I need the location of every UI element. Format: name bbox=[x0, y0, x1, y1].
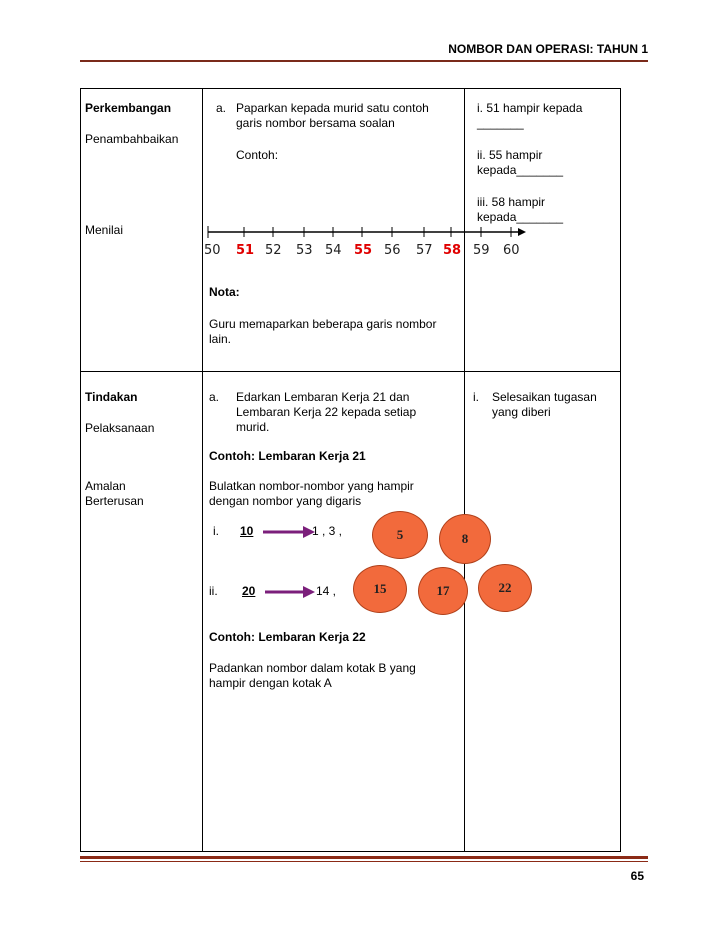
nota-text-line1: Guru memaparkan beberapa garis nombor bbox=[209, 317, 437, 331]
section1-example-label: Contoh: bbox=[236, 148, 279, 162]
answer-circle-value: 8 bbox=[461, 531, 469, 546]
example-lk22-heading: Contoh: Lembaran Kerja 22 bbox=[209, 630, 366, 644]
number-line-label-50: 50 bbox=[204, 243, 221, 258]
table-bottom-border bbox=[80, 851, 621, 852]
lk22-instruction-line2: hampir dengan kotak A bbox=[209, 676, 332, 690]
section2-subheading-2b: Berterusan bbox=[85, 494, 144, 508]
number-line-label-54: 54 bbox=[325, 243, 342, 258]
section2-right-line1: Selesaikan tugasan bbox=[492, 390, 597, 404]
nota-label: Nota: bbox=[209, 285, 240, 299]
number-line-label-59: 59 bbox=[473, 243, 490, 258]
section1-subheading-2: Menilai bbox=[85, 223, 124, 237]
page-header-title: NOMBOR DAN OPERASI: TAHUN 1 bbox=[448, 42, 648, 56]
page-number: 65 bbox=[630, 869, 644, 883]
number-line-label-55: 55 bbox=[354, 243, 373, 258]
section1-subheading: Penambahbaikan bbox=[85, 132, 179, 146]
question-1-line1: i. 51 hampir kepada bbox=[477, 101, 583, 115]
number-line bbox=[196, 222, 526, 242]
lk21-row2-arrow bbox=[265, 585, 315, 599]
nota-text-line2: lain. bbox=[209, 332, 232, 346]
lk21-row1-target: 10 bbox=[240, 524, 254, 538]
section1-item-a-line1: Paparkan kepada murid satu contoh bbox=[236, 101, 429, 115]
table-left-border bbox=[80, 88, 81, 852]
table-col-divider-1 bbox=[202, 88, 203, 852]
answer-circle bbox=[418, 567, 468, 615]
number-line-label-56: 56 bbox=[384, 243, 401, 258]
table-row-divider bbox=[80, 371, 621, 372]
table-col-divider-2 bbox=[464, 88, 465, 852]
number-line-label-52: 52 bbox=[265, 243, 282, 258]
answer-circle-value: 22 bbox=[498, 580, 512, 595]
number-line-label-57: 57 bbox=[416, 243, 433, 258]
table-right-border bbox=[620, 88, 621, 852]
header-rule bbox=[80, 60, 648, 62]
section2-subheading: Pelaksanaan bbox=[85, 421, 155, 435]
lk21-instruction-line2: dengan nombor yang digaris bbox=[209, 494, 362, 508]
lk21-row1-options: 1 , 3 , bbox=[312, 524, 343, 538]
answer-circle bbox=[372, 511, 428, 559]
lk22-instruction-line1: Padankan nombor dalam kotak B yang bbox=[209, 661, 416, 675]
lk21-row2-options: 14 , bbox=[316, 584, 337, 598]
number-line-arrowhead bbox=[518, 228, 526, 236]
section1-heading: Perkembangan bbox=[85, 101, 172, 115]
answer-circle bbox=[478, 564, 532, 612]
number-line-label-53: 53 bbox=[296, 243, 313, 258]
lk21-row1-arrow bbox=[263, 525, 315, 539]
answer-circle-value: 5 bbox=[396, 527, 404, 542]
section2-item-a-line1: Edarkan Lembaran Kerja 21 dan bbox=[236, 390, 410, 404]
section2-item-a-marker: a. bbox=[209, 390, 220, 404]
section2-right-marker: i. bbox=[473, 390, 479, 404]
question-2-line2: kepada_______ bbox=[477, 163, 564, 177]
lk21-instruction-line1: Bulatkan nombor-nombor yang hampir bbox=[209, 479, 414, 493]
section1-item-a-line2: garis nombor bersama soalan bbox=[236, 116, 395, 130]
section1-item-a-marker: a. bbox=[216, 101, 227, 115]
section2-item-a-line2: Lembaran Kerja 22 kepada setiap bbox=[236, 405, 417, 419]
number-line-label-58: 58 bbox=[443, 243, 462, 258]
question-3-line1: iii. 58 hampir bbox=[477, 195, 546, 209]
question-1-blank: _______ bbox=[477, 116, 524, 130]
lk21-row1-marker: i. bbox=[213, 524, 219, 538]
example-lk21-heading: Contoh: Lembaran Kerja 21 bbox=[209, 449, 366, 463]
number-line-label-60: 60 bbox=[503, 243, 520, 258]
question-2-line1: ii. 55 hampir bbox=[477, 148, 543, 162]
section2-right-line2: yang diberi bbox=[492, 405, 551, 419]
question-3-line2: kepada_______ bbox=[477, 210, 564, 224]
section2-subheading-2a: Amalan bbox=[85, 479, 126, 493]
section2-item-a-line3: murid. bbox=[236, 420, 270, 434]
lk21-row2-marker: ii. bbox=[209, 584, 218, 598]
number-line-label-51: 51 bbox=[236, 243, 255, 258]
answer-circle-value: 15 bbox=[373, 581, 387, 596]
answer-circle bbox=[439, 514, 491, 564]
footer-rule-thin bbox=[80, 861, 648, 862]
footer-rule bbox=[80, 856, 648, 859]
lk21-row2-target: 20 bbox=[242, 584, 256, 598]
section2-heading: Tindakan bbox=[85, 390, 138, 404]
answer-circle bbox=[353, 565, 407, 613]
table-top-border bbox=[80, 88, 621, 89]
answer-circle-value: 17 bbox=[436, 583, 450, 598]
